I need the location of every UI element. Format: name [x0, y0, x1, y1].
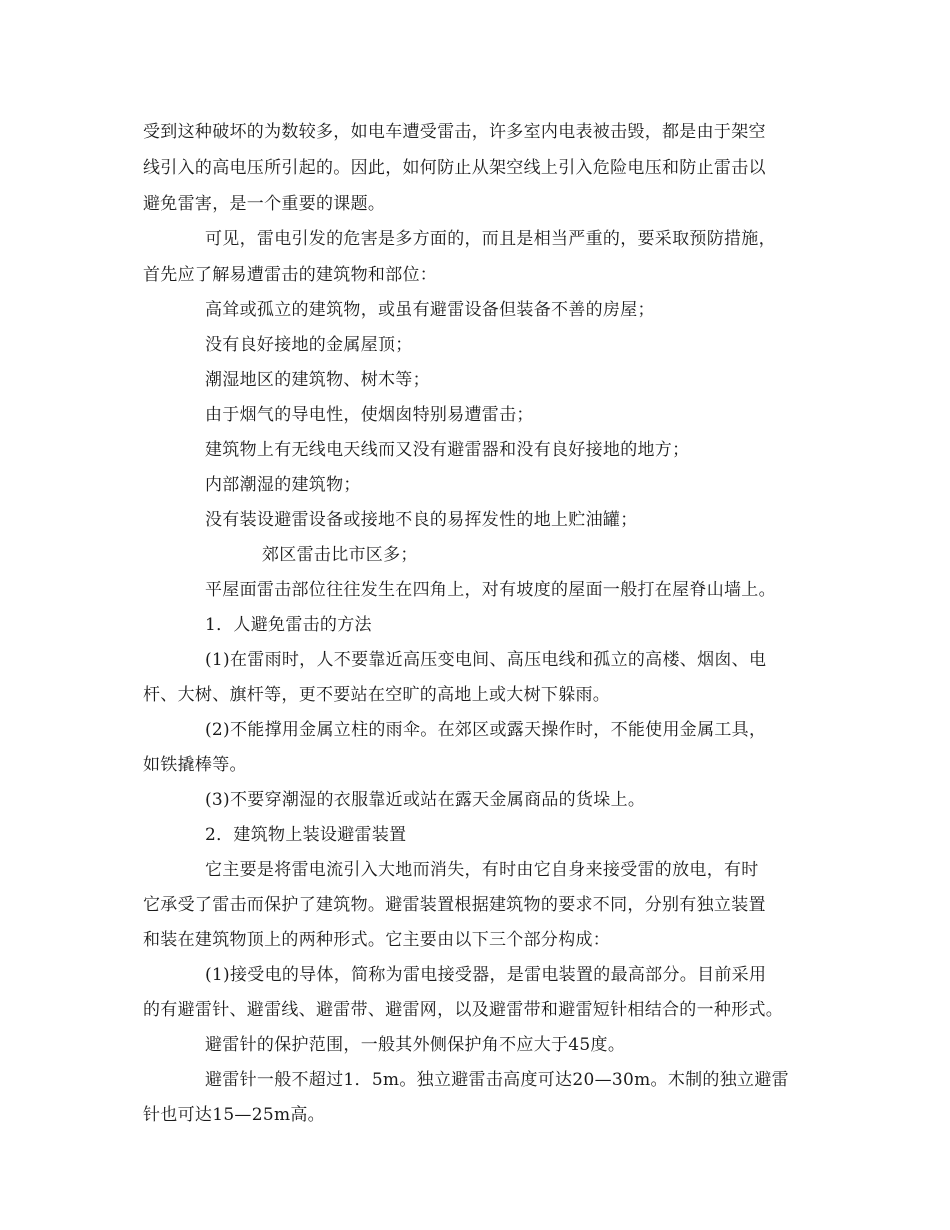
text-line: (1)在雷雨时，人不要靠近高压变电间、高压电线和孤立的高楼、烟囱、电 [205, 650, 767, 670]
text-line: 高耸或孤立的建筑物，或虽有避雷设备但装备不善的房屋； [205, 300, 655, 320]
text-line: 潮湿地区的建筑物、树木等； [205, 370, 430, 390]
text-line: 它承受了雷击而保护了建筑物。避雷装置根据建筑物的要求不同，分别有独立装置 [143, 895, 766, 915]
text-line: 建筑物上有无线电天线而又没有避雷器和没有良好接地的地方； [205, 440, 690, 460]
text-line: 避雷针的保护范围，一般其外侧保护角不应大于45度。 [205, 1035, 626, 1055]
text-line: (1)接受电的导体，简称为雷电接受器，是雷电装置的最高部分。目前采用 [205, 965, 767, 985]
text-line: 1．人避免雷击的方法 [205, 615, 372, 635]
text-line: 避免雷害，是一个重要的课题。 [143, 194, 386, 214]
text-line: 没有良好接地的金属屋顶； [205, 335, 413, 355]
text-line: 避雷针一般不超过1．5m。独立避雷击高度可达20—30m。木制的独立避雷 [205, 1070, 789, 1090]
text-line: 它主要是将雷电流引入大地而消失，有时由它自身来接受雷的放电，有时 [205, 860, 759, 880]
text-line: (2)不能撑用金属立柱的雨伞。在郊区或露天操作时，不能使用金属工具， [205, 720, 767, 740]
text-line: 由于烟气的导电性，使烟囱特别易遭雷击； [205, 405, 534, 425]
text-line: 首先应了解易遭雷击的建筑物和部位： [143, 265, 438, 285]
text-line: 没有装设避雷设备或接地不良的易挥发性的地上贮油罐； [205, 510, 638, 530]
text-line: 线引入的高电压所引起的。因此，如何防止从架空线上引入危险电压和防止雷击以 [143, 158, 766, 178]
text-line: 内部潮湿的建筑物； [205, 475, 361, 495]
text-line: 受到这种破坏的为数较多，如电车遭受雷击，许多室内电表被击毁，都是由于架空 [143, 122, 766, 142]
text-line: 的有避雷针、避雷线、避雷带、避雷网，以及避雷带和避雷短针相结合的一种形式。 [143, 1000, 784, 1020]
text-line: (3)不要穿潮湿的衣服靠近或站在露天金属商品的货垛上。 [205, 790, 646, 810]
text-line: 针也可达15—25m高。 [143, 1105, 325, 1125]
text-line: 平屋面雷击部位往往发生在四角上，对有坡度的屋面一般打在屋脊山墙上。 [205, 580, 776, 600]
text-line: 如铁撬棒等。 [143, 755, 247, 775]
text-line: 2．建筑物上装设避雷装置 [205, 825, 407, 845]
text-line: 和装在建筑物顶上的两种形式。它主要由以下三个部分构成： [143, 930, 611, 950]
text-line: 杆、大树、旗杆等，更不要站在空旷的高地上或大树下躲雨。 [143, 685, 611, 705]
text-line: 郊区雷击比市区多； [262, 545, 418, 565]
text-line: 可见，雷电引发的危害是多方面的，而且是相当严重的，要采取预防措施， [205, 229, 776, 249]
